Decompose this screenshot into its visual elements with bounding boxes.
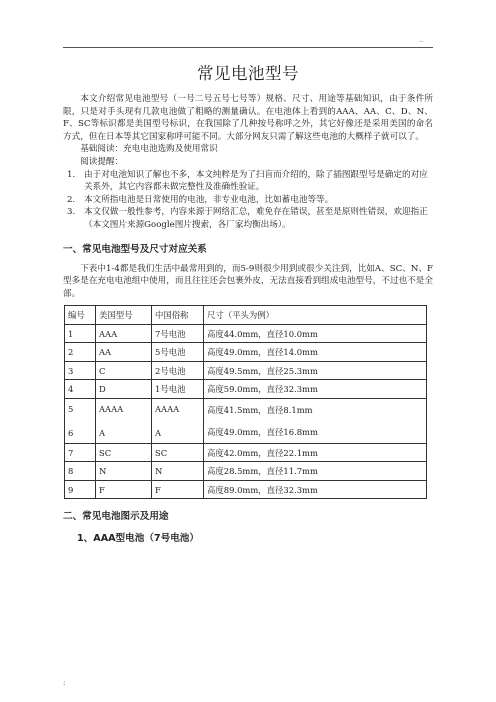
cell-number: 7	[65, 443, 96, 462]
table-row	[65, 343, 427, 362]
cell-size-a: 高度41.5mm，直径8.1mm	[207, 404, 313, 415]
cell-us-model: AA	[96, 343, 152, 362]
tip-number: 1.	[67, 169, 76, 180]
cell-us-model: N	[96, 462, 152, 481]
table-row	[65, 462, 427, 481]
section-1-text: 下表中1-4都是我们生活中最常用到的，而5-9则很少用到或很少关注到，比如A、SC、N、F型多是在充电电池组中使用，而且往往还会包裹外皮，无法直接看到组成电池型号，不过也不是全部。	[63, 263, 433, 299]
cell-size: 高度89.0mm，直径32.3mm	[204, 480, 427, 499]
cell-size-b: 高度49.0mm，直径16.8mm	[207, 426, 318, 437]
tip-item	[63, 206, 433, 231]
table-header-cell: 美国型号	[96, 306, 152, 325]
table-header-cell: 中国俗称	[152, 306, 204, 325]
document-title: 常见电池型号	[197, 64, 299, 83]
table-row	[65, 443, 427, 462]
cell-us-model: AAA	[96, 324, 152, 343]
tip-text: 本文所指电池是日常使用的电池，非专业电池，比如蓄电池等等。	[84, 194, 334, 205]
cell-cn-name	[152, 398, 204, 443]
table-row	[65, 361, 427, 380]
cell-cn-name: 7号电池	[152, 324, 204, 343]
cell-number: 2	[65, 343, 96, 362]
cell-cn-name-b: A	[155, 427, 162, 438]
table-header-cell: 编号	[65, 306, 96, 325]
header-rule	[63, 47, 433, 48]
battery-size-table	[64, 305, 427, 499]
document-page	[63, 60, 433, 544]
table-row	[65, 480, 427, 499]
cell-cn-name-a: AAAA	[155, 403, 180, 414]
cell-us-model: C	[96, 361, 152, 380]
cell-us-model: SC	[96, 443, 152, 462]
tip-number: 3.	[67, 207, 76, 218]
cell-number: 8	[65, 462, 96, 481]
cell-number: 4	[65, 380, 96, 399]
cell-size: 高度42.0mm，直径22.1mm	[204, 443, 427, 462]
cell-us-model: D	[96, 380, 152, 399]
section-1-heading: 一、常见电池型号及尺寸对应关系	[63, 243, 207, 255]
tip-item	[63, 169, 433, 194]
cell-cn-name: 5号电池	[152, 343, 204, 362]
table-row	[65, 380, 427, 399]
cell-us-model-b: A	[99, 427, 106, 438]
cell-cn-name: F	[152, 480, 204, 499]
subsection-aaa-heading: 1、AAA型电池（7号电池）	[77, 533, 199, 545]
cell-size	[204, 398, 427, 443]
footer-mark: :	[63, 679, 66, 687]
cell-us-model	[96, 398, 152, 443]
cell-cn-name: 1号电池	[152, 380, 204, 399]
cell-number: 1	[65, 324, 96, 343]
tip-text: 由于对电池知识了解也不多，本文纯粹是为了扫盲而介绍的，除了插图跟型号是确定的对应关系外，其它内容都未做完整性及准确性验证。	[84, 169, 428, 193]
cell-cn-name: 2号电池	[152, 361, 204, 380]
intro-paragraph: 本文介绍常见电池型号（一号二号五号七号等）规格、尺寸、用途等基础知识，由于条件所限，只是对手头现有几款电池做了粗略的测量确认。在电池体上看到的AAA、AA、C、D、N、F、SC等标识都是美国型号标识，在我国除了几种按号称呼之外，其它好像还是采用美国的命名方式，但在日本等其它国家称呼可能不同。大部分网友只需了解这些电池的大概样子就可以了。	[63, 94, 433, 142]
section-2-heading: 二、常见电池图示及用途	[63, 511, 169, 523]
cell-number-a: 5	[68, 403, 74, 414]
cell-us-model: F	[96, 480, 152, 499]
tip-item	[63, 194, 433, 207]
tip-text: 本文仅做一般性参考，内容来源于网络汇总，难免存在错误，甚至是原则性错误，欢迎指正（本文图片来源Google图片搜索，各厂家均衡出场）。	[84, 207, 428, 230]
cell-cn-name: N	[152, 462, 204, 481]
cell-number-b: 6	[68, 427, 74, 438]
tips-list	[63, 169, 433, 232]
cell-cn-name: SC	[152, 443, 204, 462]
cell-size: 高度28.5mm，直径11.7mm	[204, 462, 427, 481]
table-header-cell: 尺寸（平头为例）	[204, 306, 427, 325]
cell-number	[65, 398, 96, 443]
header-mark: ..	[419, 37, 423, 44]
related-reading[interactable]: 基础阅读：充电电池选购及使用常识	[80, 144, 218, 155]
cell-size: 高度59.0mm，直径32.3mm	[204, 380, 427, 399]
cell-size: 高度44.0mm，直径10.0mm	[204, 324, 427, 343]
cell-size: 高度49.5mm，直径25.3mm	[204, 361, 427, 380]
cell-number: 9	[65, 480, 96, 499]
tip-number: 2.	[67, 194, 76, 205]
cell-us-model-a: AAAA	[99, 403, 124, 414]
cell-size: 高度49.0mm，直径14.0mm	[204, 343, 427, 362]
table-row	[65, 324, 427, 343]
tips-heading: 阅读提醒：	[80, 156, 124, 167]
cell-number: 3	[65, 361, 96, 380]
table-row-merged	[65, 398, 427, 443]
table-header-row	[65, 306, 427, 325]
